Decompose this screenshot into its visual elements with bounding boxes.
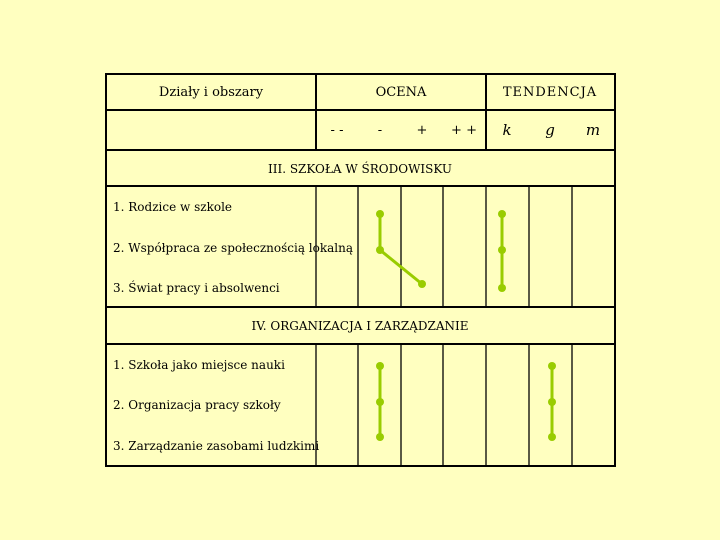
trend-marker-dot xyxy=(548,433,556,441)
rating-marker-dot xyxy=(376,433,384,441)
section-title-school-environment: III. SZKOŁA W ŚRODOWISKU xyxy=(267,162,453,176)
trend-header: TENDENCJA xyxy=(502,85,598,100)
rating-marker-dot xyxy=(376,246,384,254)
trend-marker-dot xyxy=(548,362,556,370)
trend-falling-icon: m xyxy=(585,121,601,139)
row-label: 2. Współpraca ze społecznością lokalną xyxy=(113,241,353,255)
row-label: 3. Świat pracy i absolwenci xyxy=(113,281,280,295)
trend-marker-dot xyxy=(548,398,556,406)
trend-stable-icon: g xyxy=(545,121,555,139)
trend-rising-icon: k xyxy=(502,121,512,139)
rating-marker-dot xyxy=(376,362,384,370)
row-label: 1. Rodzice w szkole xyxy=(113,200,233,214)
rating-very-high: + + xyxy=(451,123,477,138)
rating-very-low: - - xyxy=(330,123,344,138)
rating-marker-dot xyxy=(418,280,426,288)
rating-high: + xyxy=(416,123,428,138)
rating-header: OCENA xyxy=(375,85,427,100)
rating-marker-dot xyxy=(376,210,384,218)
section-title-organization: IV. ORGANIZACJA I ZARZĄDZANIE xyxy=(251,319,469,333)
row-label: 2. Organizacja pracy szkoły xyxy=(113,398,281,412)
trend-marker-dot xyxy=(498,284,506,292)
row-label: 1. Szkoła jako miejsce nauki xyxy=(113,358,285,372)
row-label: 3. Zarządzanie zasobami ludzkimi xyxy=(113,439,320,453)
trend-marker-dot xyxy=(498,246,506,254)
areas-header: Działy i obszary xyxy=(158,85,264,100)
trend-marker-dot xyxy=(498,210,506,218)
rating-low: - xyxy=(377,123,383,138)
rating-marker-dot xyxy=(376,398,384,406)
